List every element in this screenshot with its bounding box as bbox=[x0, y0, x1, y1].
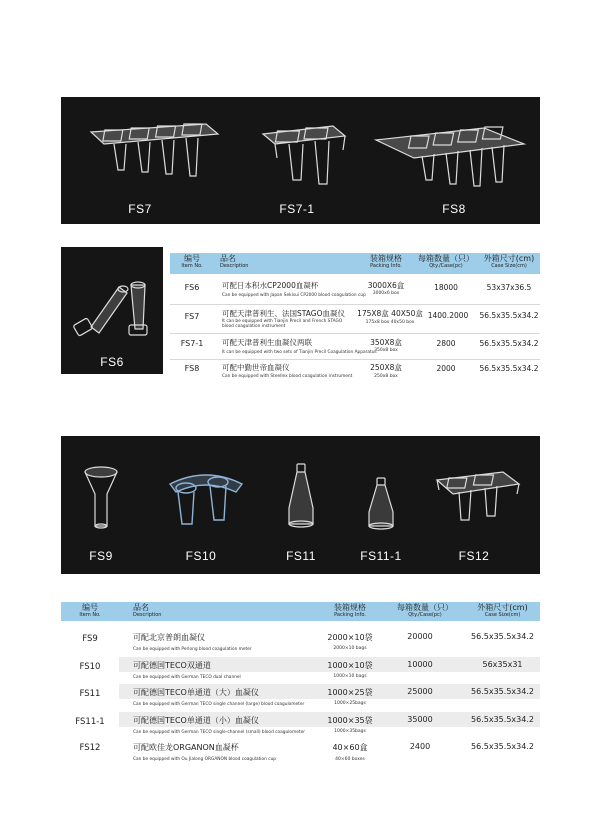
description-en: It can be equipped with two sets of Tianjin Precil Coagulation Apparatus bbox=[222, 350, 377, 355]
header-qty: 每箱数量（只） Qty./Case(pc) bbox=[397, 603, 453, 618]
qty: 25000 bbox=[407, 687, 433, 696]
packing-cn: 2000×10袋 bbox=[327, 633, 373, 642]
item-code: FS6 bbox=[184, 283, 200, 292]
item-code: FS11-1 bbox=[75, 717, 105, 727]
description-cn: 可配德国TECO单通道（小）血凝仪 bbox=[133, 716, 259, 725]
table-row bbox=[170, 335, 540, 361]
case-size: 56x35x31 bbox=[482, 660, 523, 669]
fs10-cuvette-image bbox=[166, 468, 246, 538]
case-size: 56.5x35.5x34.2 bbox=[471, 687, 534, 696]
description-cn: 可配中勤世帝血凝仪 bbox=[222, 363, 290, 372]
fs7-cuvette-image bbox=[86, 112, 226, 192]
item-code: FS10 bbox=[79, 662, 101, 672]
packing-en: 3000x6 box bbox=[372, 291, 400, 296]
row-divider bbox=[170, 333, 540, 334]
case-size: 56.5x35.5x34.2 bbox=[471, 742, 534, 751]
description-en: Can be equipped with Japan Sekisui CP2000 blood coagulation cup bbox=[222, 293, 366, 298]
case-size: 56.5x35.5x34.2 bbox=[479, 364, 539, 373]
product-table-2 bbox=[61, 602, 540, 772]
description-cn: 可配天津普利生血凝仪两联 bbox=[222, 338, 312, 347]
qty: 20000 bbox=[407, 632, 433, 641]
header-case-size: 外箱尺寸(cm) Case Size(cm) bbox=[483, 254, 535, 269]
table-row bbox=[170, 306, 540, 332]
fs12-cuvette-image bbox=[433, 468, 523, 538]
fs11-cuvette-image bbox=[281, 462, 321, 534]
packing-cn: 1000×25袋 bbox=[327, 688, 373, 697]
item-code: FS7-1 bbox=[180, 339, 204, 348]
packing-en: 40×60 boxes bbox=[335, 757, 365, 762]
qty: 18000 bbox=[434, 283, 458, 292]
header-description: 品名 Description bbox=[220, 254, 249, 269]
packing-en: 2000×10 bags bbox=[333, 646, 367, 651]
fs7-1-cuvette-image bbox=[261, 122, 351, 197]
packing-cn: 3000X6盒 bbox=[367, 281, 405, 290]
description-en: Can be equipped with Steellex blood coagulation instrument bbox=[222, 374, 353, 379]
product-table-1 bbox=[170, 253, 540, 385]
case-size: 56.5x35.5x34.2 bbox=[471, 715, 534, 724]
fs6-label: FS6 bbox=[100, 355, 124, 369]
fs11-1-cuvette-image bbox=[363, 476, 399, 534]
case-size: 56.5x35.5x34.2 bbox=[479, 339, 539, 348]
packing-en: 1000×10 bags bbox=[333, 674, 367, 679]
table-row bbox=[61, 629, 540, 655]
fs6-cuvette-image bbox=[69, 267, 155, 347]
fs10-label: FS10 bbox=[185, 549, 217, 563]
qty: 10000 bbox=[407, 660, 433, 669]
description-en: Can be equipped with Perlong blood coagulation meter bbox=[133, 647, 252, 652]
table-row bbox=[61, 683, 540, 709]
qty: 2800 bbox=[436, 339, 456, 348]
header-packing: 装箱规格 Packing Info. bbox=[370, 254, 402, 269]
header-packing: 装箱规格 Packing Info. bbox=[334, 603, 366, 618]
table-row bbox=[170, 361, 540, 385]
product-photo-panel-2 bbox=[61, 247, 163, 374]
fs9-cuvette-image bbox=[81, 464, 121, 536]
case-size: 53x37x36.5 bbox=[486, 283, 532, 292]
case-size: 56.5x35.5x34.2 bbox=[471, 632, 534, 641]
packing-cn: 250X8盒 bbox=[370, 363, 402, 372]
packing-en: 175x8 box 40x50 box bbox=[365, 320, 415, 325]
description-cn: 可配德国TECO双通道 bbox=[133, 661, 211, 670]
fs7-label: FS7 bbox=[128, 202, 152, 216]
header-item-no: 编号 Item No. bbox=[79, 603, 101, 618]
header-item-no: 编号 Item No. bbox=[181, 254, 203, 269]
table-row bbox=[170, 277, 540, 303]
table-1-header bbox=[170, 253, 540, 274]
fs9-label: FS9 bbox=[89, 549, 113, 563]
qty: 2000 bbox=[436, 364, 456, 373]
fs8-cuvette-image bbox=[374, 122, 534, 197]
description-en: It can be equipped with Tianjin Precil and French STAGO blood coagulation instrument bbox=[222, 319, 343, 329]
fs11-1-label: FS11-1 bbox=[360, 549, 402, 563]
row-divider bbox=[170, 359, 540, 360]
item-code: FS7 bbox=[184, 312, 200, 321]
fs8-label: FS8 bbox=[442, 202, 466, 216]
fs11-label: FS11 bbox=[286, 549, 316, 563]
case-size: 56.5x35.5x34.2 bbox=[479, 311, 539, 320]
header-description: 品名 Description bbox=[133, 603, 162, 618]
table-row bbox=[61, 656, 540, 682]
qty: 2400 bbox=[409, 742, 431, 751]
fs12-label: FS12 bbox=[458, 549, 490, 563]
packing-cn: 40×60盒 bbox=[332, 743, 368, 752]
description-cn: 可配德国TECO单通道（大）血凝仪 bbox=[133, 688, 259, 697]
description-en: Can be equipped with German TECO single-channel (small) blood coagulometer bbox=[133, 730, 305, 735]
item-code: FS11 bbox=[79, 689, 101, 699]
description-cn: 可配天津普利生、法国STAGO血凝仪 bbox=[222, 309, 345, 318]
description-cn: 可配欧佳龙ORGANON血凝杯 bbox=[133, 743, 239, 752]
table-row bbox=[61, 711, 540, 737]
table-row bbox=[61, 739, 540, 767]
item-code: FS8 bbox=[184, 364, 200, 373]
description-en: Can be equipped with German TECO dual channel bbox=[133, 675, 241, 680]
fs7-1-label: FS7-1 bbox=[279, 202, 315, 216]
header-case-size: 外箱尺寸(cm) Case Size(cm) bbox=[477, 603, 528, 618]
qty: 35000 bbox=[407, 715, 433, 724]
qty: 1400.2000 bbox=[427, 311, 469, 320]
description-cn: 可配日本积水CP2000血凝杯 bbox=[222, 281, 319, 290]
packing-en: 1000×35bags bbox=[334, 729, 366, 734]
packing-cn: 1000×35袋 bbox=[327, 716, 373, 725]
row-divider bbox=[170, 304, 540, 305]
packing-cn: 1000×10袋 bbox=[327, 661, 373, 670]
product-photo-panel-3 bbox=[61, 436, 540, 574]
packing-en: 350x8 box bbox=[374, 348, 398, 353]
packing-en: 250x8 box bbox=[374, 374, 398, 379]
packing-cn: 350X8盒 bbox=[370, 338, 402, 347]
table-2-header bbox=[61, 602, 540, 621]
description-en: Can be equipped with Ou Jialong ORGANON blood coagulation cup bbox=[133, 757, 277, 762]
item-code: FS9 bbox=[82, 634, 98, 644]
item-code: FS12 bbox=[79, 743, 101, 753]
product-photo-panel-1 bbox=[61, 97, 540, 224]
description-en: Can be equipped with German TECO single channel (large) blood coagulometer bbox=[133, 702, 305, 707]
packing-cn: 175X8盒 40X50盒 bbox=[357, 309, 423, 318]
description-cn: 可配北京普朗血凝仪 bbox=[133, 633, 205, 642]
header-qty: 每箱数量（只） Qty./Case(pc) bbox=[418, 254, 474, 269]
packing-en: 1000×25bags bbox=[334, 701, 366, 706]
